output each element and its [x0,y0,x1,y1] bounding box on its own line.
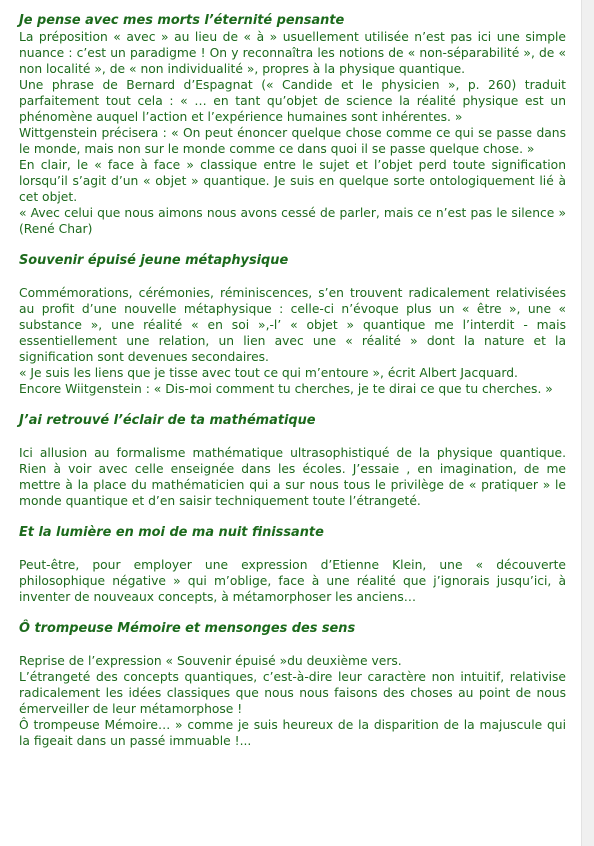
paragraph: Wittgenstein précisera : « On peut énoncer quelque chose comme ce qui se passe dans le monde, mais non sur le monde comme ce dans quoi il se passe quelque chose. » [19,126,566,156]
paragraph: Ici allusion au formalisme mathématique ultrasophistiqué de la physique quantique. Rien à voir avec celle enseignée dans les écoles. J’essaie , en imagination, de me mettre à la place du mathématicien qui a sur nous tous le privilège de « pratiquer » le monde quantique et d’en saisir techniquement toute l’étrangeté. [19,446,566,508]
section-souvenir-epuise [19,253,566,397]
paragraph: La préposition « avec » au lieu de « à » usuellement utilisée n’est pas ici une simple nuance : c’est un paradigme ! On y reconnaîtra les notions de « non-séparabilité », de « non localité », de « non individualité », propres à la physique quantique. [19,30,566,76]
section-lumiere-nuit [19,525,566,605]
section-heading: Je pense avec mes morts l’éternité pensante [19,13,345,28]
paragraph: « Je suis les liens que je tisse avec tout ce qui m’entoure », écrit Albert Jacquard. [19,366,518,380]
paragraph: Une phrase de Bernard d’Espagnat (« Candide et le physicien », p. 260) traduit parfaitement tout cela : « … en tant qu’objet de science la réalité physique est un phénomène auquel l’action et l’expérience humaines sont inhérentes. » [19,78,566,124]
section-je-pense [19,13,566,237]
vertical-scrollbar[interactable] [581,0,594,846]
paragraph: L’étrangeté des concepts quantiques, c’est-à-dire leur caractère non intuitif, relativise radicalement les idées classiques que nous nous faisons des choses au point de nous émerveiller de leur métamorphose ! [19,670,566,716]
paragraph: Peut-être, pour employer une expression d’Etienne Klein, une « découverte philosophique négative » qui m’oblige, face à une réalité que j’ignorais jusqu’ici, à inventer de nouveaux concepts, à métamorphoser les anciens… [19,558,566,604]
paragraph: « Avec celui que nous aimons nous avons cessé de parler, mais ce n’est pas le silence » (René Char) [19,206,566,236]
paragraph: En clair, le « face à face » classique entre le sujet et l’objet perd toute signification lorsqu’il s’agit d’un « objet » quantique. Je suis en quelque sorte ontologiquement lié à cet objet. [19,158,566,204]
article-content [19,13,566,749]
paragraph: Reprise de l’expression « Souvenir épuisé »du deuxième vers. [19,654,402,668]
section-heading: Et la lumière en moi de ma nuit finissante [19,525,324,540]
paragraph: Encore Wiitgenstein : « Dis-moi comment tu cherches, je te dirai ce que tu cherches. » [19,382,553,396]
paragraph: Commémorations, cérémonies, réminiscences, s’en trouvent radicalement relativisées au profit d’une nouvelle métaphysique : celle-ci n’évoque plus un « être », une « substance », une réalité « en soi »,-l’ « objet » quantique me l’interdit - mais essentiellement une relation, un lien avec une « réalité » dont la nature et la signification sont devenues secondaires. [19,286,566,364]
section-heading: J’ai retrouvé l’éclair de ta mathématique [19,413,316,428]
section-heading: Souvenir épuisé jeune métaphysique [19,253,289,268]
section-heading: Ô trompeuse Mémoire et mensonges des sens [19,621,356,636]
paragraph: Ô trompeuse Mémoire… » comme je suis heureux de la disparition de la majuscule qui la figeait dans un passé immuable !... [19,718,566,748]
section-eclair-mathematique [19,413,566,509]
section-trompeuse-memoire [19,621,566,749]
